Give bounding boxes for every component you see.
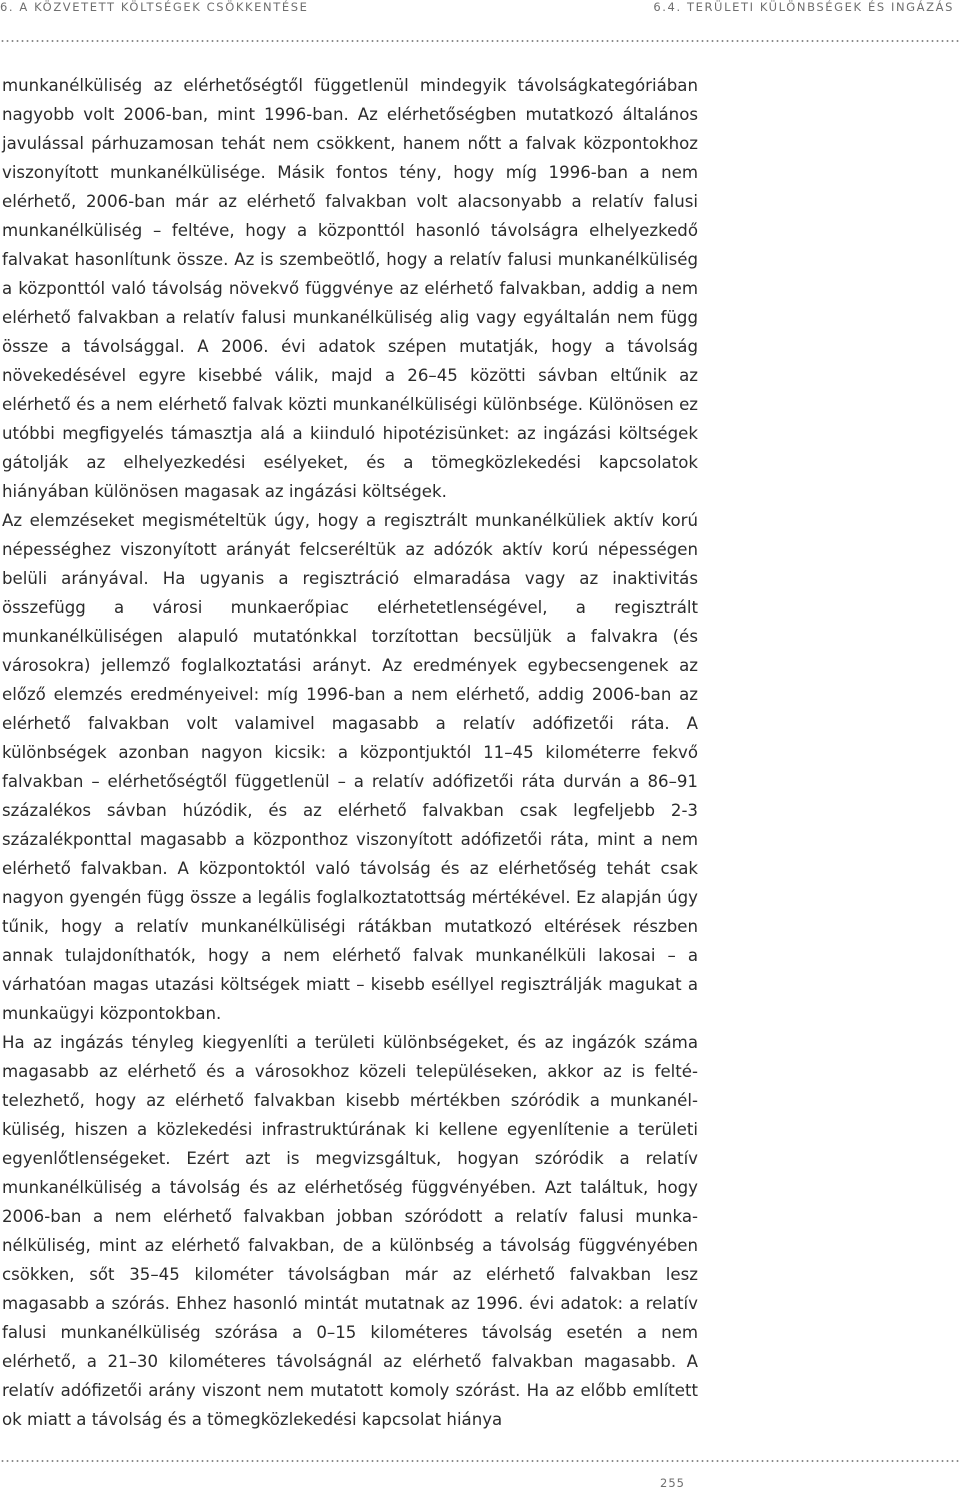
chapter-title: 6. A KÖZVETETT KÖLTSÉGEK CSÖKKENTÉSE — [0, 0, 309, 14]
body-text — [2, 71, 698, 1434]
section-title: 6.4. TERÜLETI KÜLÖNBSÉGEK ÉS INGÁZÁS — [653, 0, 954, 14]
header-divider — [0, 40, 960, 42]
paragraph: munkanélküliség az elérhetőségtől függetlenül mindegyik távolságkategóriában nagyobb volt 2006-ban, mint 1996-ban. Az elérhetőségben mutatkozó általános javulással párhuzamosan tehát nem csökkent, hanem nőtt a falvak központokhoz viszonyított munkanélkülisége. Másik fontos tény, hogy míg 1996-ban a nem elérhető, 2006-ban már az elérhető falvakban volt alacsonyabb a relatív falusi munkanélküliség – feltéve, hogy a központtól hasonló távolságra elhelyezkedő falvakat hasonlítunk össze. Az is szembeötlő, hogy a relatív falusi munkanélküliség a központtól való távolság növekvő függvénye az elérhető falvakban, addig a nem elérhető falvakban a relatív falusi munkanélküliség alig vagy egyáltalán nem függ össze a távolsággal. A 2006. évi adatok szépen mutatják, hogy a távolság növekedésével egyre kisebbé válik, majd a 26–45 közötti sávban eltűnik az elérhető és a nem elérhető falvak közti munkanélküliségi különbsége. Különösen ez utóbbi megfigyelés támasztja alá a kiinduló hipotézisünket: az ingázási költségek gátolják az elhelyezkedési esélyeket, és a tömegközlekedési kapcsolatok hiányában különösen magasak az ingázási költségek. — [2, 76, 698, 501]
page-number: 255 — [660, 1476, 685, 1490]
running-header — [0, 0, 960, 24]
paragraph: Az elemzéseket megismételtük úgy, hogy a regisztrált munkanélküliek aktív korú népességhez viszonyított arányát felcseréltük az adózók aktív korú népességen belüli arányával. Ha ugyanis a regisztráció elmaradása vagy az inaktivitás összefügg a városi munkaerőpiac elérhetetlenségével, a regisztrált munkanélküliségen alapuló mutatónkkal torzítottan becsüljük a falvakra (és városokra) jellemző foglalkoztatási arányt. Az eredmények egybecsengenek az előző elemzés eredményeivel: míg 1996-ban a nem elérhető, addig 2006-ban az elérhető falvakban volt valamivel magasabb a relatív adófizetői ráta. A különbségek azonban nagyon kicsik: a központjuktól 11–45 kilométerre fekvő falvakban – elérhetőségtől függetlenül – a relatív adófizetői ráta durván a 86–91 százalékos sávban húzódik, és az elérhető falvakban csak legfeljebb 2-3 százalékponttal magasabb a központhoz viszonyított adófizetői ráta, mint a nem elérhető falvakban. A központoktól való távolság és az elérhetőség tehát csak nagyon gyengén függ össze a legális foglalkoztatottság mértékével. Ez alapján úgy tűnik, hogy a relatív munkanélküliségi rátákban mutatkozó eltérések részben annak tulajdoníthatók, hogy a nem elérhető falvak munkanélküli lakosai – a várhatóan magas utazási költségek miatt – kisebb eséllyel regisztrálják magukat a munkaügyi központokban. — [2, 511, 698, 1023]
footer-divider — [0, 1460, 960, 1462]
paragraph: Ha az ingázás tényleg kiegyenlíti a területi különbségeket, és az ingázók száma magasabb az elérhető és a városokhoz közeli településeken, akkor az is feltételezhető, hogy az elérhető falvakban kisebb mértékben szóródik a munkanélküliség, hiszen a közlekedési infrastruktúrának ki kellene egyenlítenie a területi egyenlőtlenségeket. Ezért azt is megvizsgáltuk, hogyan szóródik a relatív munkanélküliség a távolság és az elérhetőség függvényében. Azt találtuk, hogy 2006-ban a nem elérhető falvakban jobban szóródott a relatív falusi munkanélküliség, mint az elérhető falvakban, de a különbség a távolság függvényében csökken, sőt 35–45 kilométer távolságban már az elérhető falvakban lesz magasabb a szórás. Ehhez hasonló mintát mutatnak az 1996. évi adatok: a relatív falusi munkanélküliség szórása a 0–15 kilométeres távolság esetén a nem elérhető, a 21–30 kilométeres távolságnál az elérhető falvakban magasabb. A relatív adófizetői arány viszont nem mutatott komoly szórást. Ha az előbb említett ok miatt a távolság és a tömegközlekedési kapcsolat hiánya — [2, 1033, 698, 1429]
